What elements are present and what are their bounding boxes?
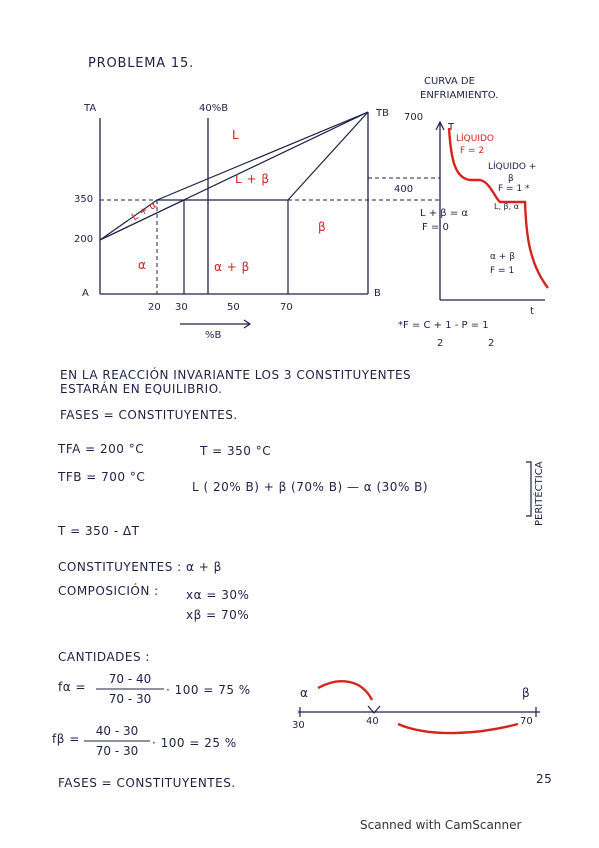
axis-label-b: B xyxy=(374,288,381,299)
text-tfb: TFB = 700 °C xyxy=(58,470,146,484)
phase-rule-c: 2 xyxy=(437,338,444,349)
region-beta: β xyxy=(318,220,327,234)
text-t-minus: T = 350 - ΔT xyxy=(58,524,140,538)
cooling-axis-t: T xyxy=(448,122,455,133)
text-composicion: COMPOSICIÓN : xyxy=(58,584,159,598)
label-lba: L, β, α xyxy=(494,202,520,211)
text-constituyentes: CONSTITUYENTES : α + β xyxy=(58,560,222,574)
tick-50: 50 xyxy=(227,302,240,313)
text-line-1: EN LA REACCIÓN INVARIANTE LOS 3 CONSTITUYENTES xyxy=(60,368,412,382)
phase-rule: *F = C + 1 - P = 1 xyxy=(398,320,489,331)
f-beta-denominator: 70 - 30 xyxy=(95,744,139,758)
region-alpha: α xyxy=(138,258,147,272)
page-title: PROBLEMA 15. xyxy=(88,56,194,71)
lever-beta: β xyxy=(522,686,531,700)
label-ab-f: F = 1 xyxy=(490,266,515,276)
tick-700: 700 xyxy=(404,112,424,123)
page-number: 25 xyxy=(536,772,553,786)
f-beta-numerator: 40 - 30 xyxy=(95,724,139,738)
tick-30: 30 xyxy=(175,302,188,313)
f-alpha-numerator: 70 - 40 xyxy=(108,672,152,686)
axis-label-a: A xyxy=(82,288,89,299)
lever-30: 30 xyxy=(292,720,305,731)
text-fases-2: FASES = CONSTITUYENTES. xyxy=(58,776,236,790)
lever-alpha: α xyxy=(300,686,309,700)
text-t350: T = 350 °C xyxy=(200,444,272,458)
cooling-axis-t-lower: t xyxy=(530,306,534,317)
region-alpha-beta: α + β xyxy=(214,260,250,274)
label-liquido-beta-b: β xyxy=(508,174,514,184)
axis-label-tb: TB xyxy=(376,108,389,119)
label-40b: 40%B xyxy=(199,103,229,114)
label-liquido-f: F = 2 xyxy=(460,146,485,156)
phase-rule-p: 2 xyxy=(488,338,495,349)
text-tfa: TFA = 200 °C xyxy=(58,442,145,456)
text-x-beta: xβ = 70% xyxy=(186,608,250,622)
axis-label-ta: TA xyxy=(84,103,97,114)
scanner-watermark: Scanned with CamScanner xyxy=(360,818,522,832)
region-l-alpha: L + α xyxy=(130,199,159,224)
label-liquido-beta: LÍQUIDO + xyxy=(488,162,537,172)
text-cantidades: CANTIDADES : xyxy=(58,650,150,664)
tick-200: 200 xyxy=(74,234,94,245)
region-l-beta: L + β xyxy=(235,172,270,186)
label-ab: α + β xyxy=(490,252,515,262)
tick-350: 350 xyxy=(74,194,94,205)
text-reaction: L ( 20% B) + β (70% B) — α (30% B) xyxy=(192,480,429,494)
f-alpha-lhs: fα = xyxy=(58,680,87,694)
cooling-title-2: ENFRIAMIENTO. xyxy=(420,90,499,101)
text-x-alpha: xα = 30% xyxy=(186,588,250,602)
text-line-2: ESTARÁN EN EQUILIBRIO. xyxy=(60,382,223,396)
f-beta-lhs: fβ = xyxy=(52,732,80,746)
lever-70: 70 xyxy=(520,716,533,727)
cooling-title-1: CURVA DE xyxy=(424,76,475,87)
label-liquido: LÍQUIDO xyxy=(456,134,495,144)
axis-label-pct-b: %B xyxy=(205,330,222,341)
text-peritectica: PERITÉCTICA xyxy=(534,461,545,526)
f-beta-result: · 100 = 25 % xyxy=(152,736,237,750)
f-alpha-result: · 100 = 75 % xyxy=(166,683,251,697)
label-peritectic: L + β = α xyxy=(420,208,469,219)
label-peritectic-f: F = 0 xyxy=(422,222,449,233)
label-liquido-beta-f: F = 1 * xyxy=(498,184,530,194)
tick-20: 20 xyxy=(148,302,161,313)
f-alpha-denominator: 70 - 30 xyxy=(108,692,152,706)
text-fases-1: FASES = CONSTITUYENTES. xyxy=(60,408,238,422)
lever-40: 40 xyxy=(366,716,379,727)
tick-400: 400 xyxy=(394,184,414,195)
tick-70: 70 xyxy=(280,302,293,313)
region-l: L xyxy=(232,128,240,142)
